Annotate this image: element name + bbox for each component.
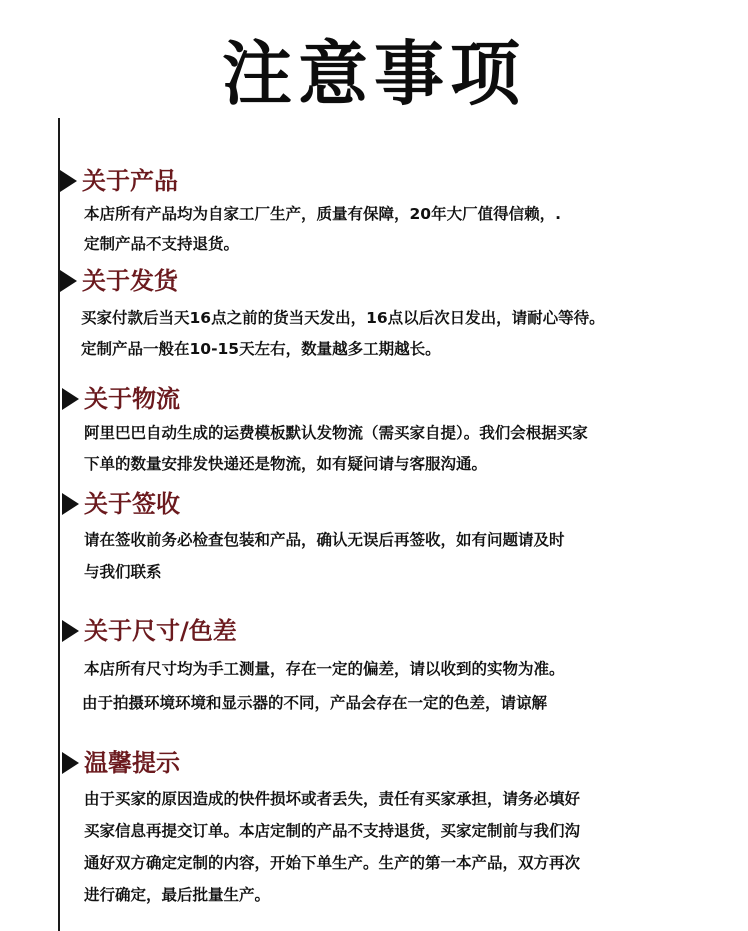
- section-line: 进行确定，最后批量生产。: [84, 886, 271, 904]
- section-line: 请在签收前务必检查包装和产品，确认无误后再签收，如有问题请及时: [84, 531, 565, 549]
- section-line: 下单的数量安排发快递还是物流，如有疑问请与客服沟通。: [84, 455, 488, 473]
- section-heading-text: 关于尺寸/色差: [84, 617, 237, 645]
- triangle-arrow-icon: [62, 752, 79, 774]
- triangle-arrow-icon: [62, 388, 79, 410]
- section-line: 定制产品一般在10-15天左右，数量越多工期越长。: [81, 340, 441, 358]
- section-line: 通好双方确定定制的内容，开始下单生产。生产的第一本产品，双方再次: [84, 854, 581, 872]
- section-heading-text: 关于物流: [84, 385, 180, 413]
- page-title: 注意事项: [222, 33, 526, 115]
- triangle-arrow-icon: [60, 170, 77, 192]
- section-heading-text: 关于签收: [84, 490, 180, 518]
- section-line: 买家付款后当天16点之前的货当天发出，16点以后次日发出，请耐心等待。: [81, 309, 605, 327]
- vertical-rule: [58, 118, 60, 931]
- section-line: 本店所有产品均为自家工厂生产，质量有保障，20年大厂值得信赖，.: [84, 205, 561, 223]
- section-line: 定制产品不支持退货。: [84, 235, 240, 253]
- section-heading-text: 温馨提示: [84, 749, 180, 777]
- triangle-arrow-icon: [62, 493, 79, 515]
- triangle-arrow-icon: [62, 620, 79, 642]
- section-line: 本店所有尺寸均为手工测量，存在一定的偏差，请以收到的实物为准。: [84, 660, 565, 678]
- section-heading-text: 关于产品: [82, 167, 178, 195]
- section-line: 与我们联系: [84, 563, 162, 581]
- section-heading-text: 关于发货: [82, 267, 178, 295]
- section-line: 由于拍摄环境环境和显示器的不同，产品会存在一定的色差，请谅解: [82, 694, 548, 712]
- section-line: 阿里巴巴自动生成的运费模板默认发物流（需买家自提）。我们会根据买家: [84, 424, 588, 442]
- triangle-arrow-icon: [60, 270, 77, 292]
- section-line: 买家信息再提交订单。本店定制的产品不支持退货，买家定制前与我们沟: [84, 822, 581, 840]
- section-line: 由于买家的原因造成的快件损坏或者丢失，责任有买家承担，请务必填好: [84, 790, 581, 808]
